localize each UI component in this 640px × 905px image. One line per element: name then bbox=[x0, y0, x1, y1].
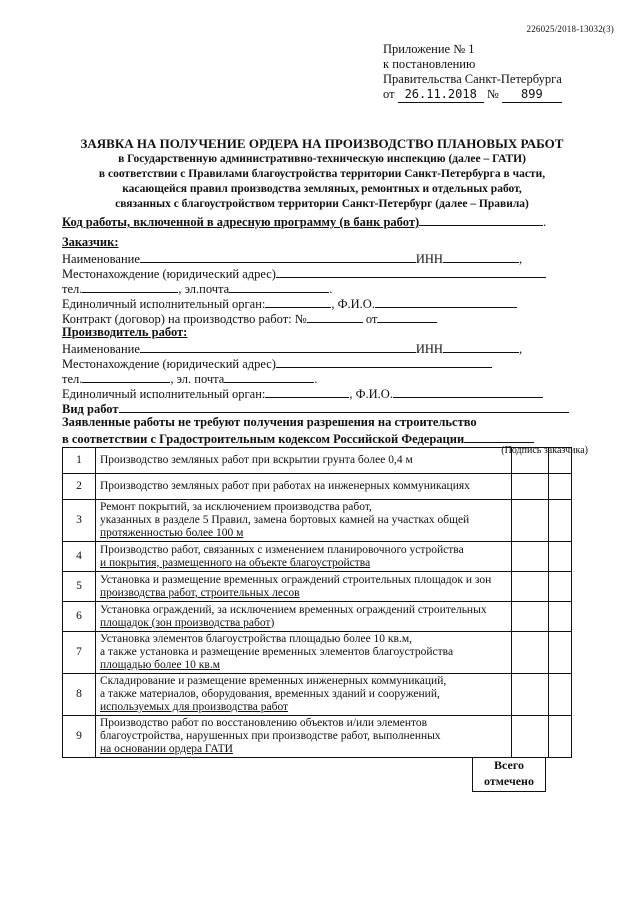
producer-inn-field[interactable] bbox=[443, 340, 519, 353]
title-sub-1: в Государственную административно-техническую инспекцию (далее – ГАТИ) bbox=[118, 153, 526, 165]
customer-fio-field[interactable] bbox=[375, 295, 517, 308]
appendix-line-1: Приложение № 1 bbox=[383, 42, 475, 56]
customer-executive-row bbox=[62, 295, 582, 310]
work-description-line: Складирование и размещение временных инженерных коммуникаций, bbox=[100, 675, 447, 687]
customer-heading: Заказчик: bbox=[62, 235, 119, 249]
row-number: 2 bbox=[63, 474, 96, 500]
work-description-line: Производство работ, связанных с изменением планировочного устройства bbox=[100, 543, 464, 556]
customer-location-field[interactable] bbox=[276, 265, 546, 278]
work-description-line: Установка элементов благоустройства площадью более 10 кв.м, bbox=[100, 633, 412, 645]
contract-from-label: от bbox=[365, 312, 378, 326]
customer-name-row bbox=[62, 250, 582, 265]
work-type-label: Вид работ bbox=[62, 402, 119, 416]
producer-email-dot: . bbox=[314, 372, 318, 386]
producer-contacts-row bbox=[62, 370, 582, 385]
statement-line-2: в соответствии с Градостроительным кодексом Российской Федерации bbox=[62, 432, 465, 446]
customer-email-dot: . bbox=[329, 282, 333, 296]
row-number: 4 bbox=[63, 542, 96, 572]
mark-box[interactable] bbox=[512, 632, 549, 674]
work-description-line: используемых для производства работ bbox=[100, 701, 289, 713]
table-row bbox=[63, 542, 572, 572]
table-row bbox=[63, 674, 572, 716]
producer-inn-comma: , bbox=[518, 342, 523, 356]
work-description-line: протяженностью более 100 м bbox=[100, 527, 244, 539]
count-box[interactable] bbox=[549, 474, 572, 500]
customer-name-field[interactable] bbox=[140, 250, 416, 263]
work-code-dot: . bbox=[543, 215, 547, 229]
title-sub-2: в соответствии с Правилами благоустройства территории Санкт-Петербурга в части, bbox=[98, 168, 546, 180]
appendix-date-line bbox=[383, 87, 613, 103]
customer-signature-field[interactable] bbox=[464, 430, 534, 443]
count-box[interactable] bbox=[549, 542, 572, 572]
producer-name-field[interactable] bbox=[140, 340, 416, 353]
table-row bbox=[63, 500, 572, 542]
producer-name-row bbox=[62, 340, 582, 355]
work-description-line: Производство земляных работ при вскрытии грунта более 0,4 м bbox=[100, 454, 413, 466]
contract-label: Контракт (договор) на производство работ: № bbox=[62, 312, 307, 326]
total-label-2: отмечено bbox=[484, 774, 534, 788]
work-description-line: Установка ограждений, за исключением временных ограждений строительных bbox=[100, 603, 487, 616]
producer-heading: Производитель работ: bbox=[62, 325, 188, 339]
document-number: 226025/2018-13032(3) bbox=[526, 24, 614, 34]
table-row bbox=[63, 572, 572, 602]
contract-number-field[interactable] bbox=[307, 310, 363, 323]
statement-line-1: Заявленные работы не требуют получения разрешения на строительство bbox=[62, 415, 477, 429]
work-description-line: а также установка и размещение временных элементов благоустройства bbox=[100, 646, 454, 658]
customer-contacts-row bbox=[62, 280, 582, 295]
customer-phone-label: тел. bbox=[62, 282, 83, 296]
date-value: 26.11.2018 bbox=[398, 87, 484, 103]
customer-location-row bbox=[62, 265, 582, 280]
producer-phone-label: тел. bbox=[62, 372, 83, 386]
total-marked-box bbox=[472, 757, 546, 792]
row-number: 7 bbox=[63, 632, 96, 674]
row-number: 5 bbox=[63, 572, 96, 602]
work-description bbox=[96, 632, 512, 674]
row-number: 3 bbox=[63, 500, 96, 542]
mark-box[interactable] bbox=[512, 716, 549, 758]
work-code-row bbox=[62, 213, 582, 228]
work-description-line: площадью более 10 кв.м bbox=[100, 659, 220, 671]
producer-location-row bbox=[62, 355, 582, 370]
producer-email-label: , эл. почта bbox=[170, 372, 225, 386]
signature-note: (Подпись заказчика) bbox=[501, 445, 588, 456]
work-code-label: Код работы, включенной в адресную программу (в банк работ) bbox=[62, 215, 420, 229]
count-box[interactable] bbox=[549, 602, 572, 632]
table-row bbox=[63, 448, 572, 474]
customer-location-label: Местонахождение (юридический адрес) bbox=[62, 267, 276, 281]
work-description-line: указанных в разделе 5 Правил, замена бортовых камней на участках общей bbox=[100, 514, 470, 526]
customer-heading-row bbox=[62, 235, 582, 250]
producer-executive-field[interactable] bbox=[265, 385, 349, 398]
table-row bbox=[63, 602, 572, 632]
number-prefix: № bbox=[486, 87, 499, 101]
producer-executive-label: Единоличный исполнительный орган: bbox=[62, 387, 266, 401]
mark-box[interactable] bbox=[512, 602, 549, 632]
title-sub-3: касающейся правил производства земляных, ремонтных и отдельных работ, bbox=[122, 183, 522, 195]
customer-executive-field[interactable] bbox=[265, 295, 331, 308]
work-description-line: Ремонт покрытий, за исключением производства работ, bbox=[100, 501, 372, 513]
number-value: 899 bbox=[502, 87, 562, 103]
work-description bbox=[96, 602, 512, 632]
producer-location-field[interactable] bbox=[276, 355, 492, 368]
mark-box[interactable] bbox=[512, 542, 549, 572]
mark-box[interactable] bbox=[512, 572, 549, 602]
work-description bbox=[96, 572, 512, 602]
work-description-line: Установка и размещение временных ограждений строительных площадок и зон bbox=[100, 573, 492, 586]
work-description-line: площадок (зон производства работ) bbox=[100, 616, 275, 629]
row-number: 1 bbox=[63, 448, 96, 474]
mark-box[interactable] bbox=[512, 674, 549, 716]
customer-email-field[interactable] bbox=[229, 280, 329, 293]
producer-fio-label: , Ф.И.О. bbox=[349, 387, 393, 401]
customer-fio-label: , Ф.И.О. bbox=[331, 297, 375, 311]
count-box[interactable] bbox=[549, 674, 572, 716]
producer-heading-row bbox=[62, 325, 582, 340]
statement-line-2-row bbox=[62, 430, 582, 445]
work-description-line: и покрытия, размещенного на объекте благоустройства bbox=[100, 556, 371, 569]
contract-date-field[interactable] bbox=[377, 310, 437, 323]
producer-fio-field[interactable] bbox=[393, 385, 543, 398]
work-description-line: а также материалов, оборудования, временных зданий и сооружений, bbox=[100, 688, 440, 700]
appendix-block bbox=[383, 42, 613, 103]
row-number: 9 bbox=[63, 716, 96, 758]
producer-name-label: Наименование bbox=[62, 342, 140, 356]
customer-email-label: , эл.почта bbox=[178, 282, 230, 296]
customer-inn-label: ИНН bbox=[415, 252, 443, 266]
count-box[interactable] bbox=[549, 632, 572, 674]
customer-inn-comma: , bbox=[518, 252, 523, 266]
table-row bbox=[63, 716, 572, 758]
customer-inn-field[interactable] bbox=[443, 250, 519, 263]
appendix-line-2: к постановлению bbox=[383, 57, 476, 71]
work-description-line: благоустройства, нарушенных при производстве работ, выполненных bbox=[100, 730, 441, 742]
producer-executive-row bbox=[62, 385, 582, 400]
appendix-line-3: Правительства Санкт-Петербурга bbox=[383, 72, 562, 86]
title-block bbox=[62, 136, 582, 212]
customer-executive-label: Единоличный исполнительный орган: bbox=[62, 297, 266, 311]
mark-box[interactable] bbox=[512, 448, 549, 474]
work-description bbox=[96, 500, 512, 542]
date-prefix: от bbox=[383, 87, 395, 101]
count-box[interactable] bbox=[549, 716, 572, 758]
mark-box[interactable] bbox=[512, 500, 549, 542]
row-number: 8 bbox=[63, 674, 96, 716]
row-number: 6 bbox=[63, 602, 96, 632]
producer-location-label: Местонахождение (юридический адрес) bbox=[62, 357, 276, 371]
work-type-field[interactable] bbox=[119, 400, 569, 413]
customer-name-label: Наименование bbox=[62, 252, 140, 266]
count-box[interactable] bbox=[549, 500, 572, 542]
table-row bbox=[63, 474, 572, 500]
work-description-line: Производство земляных работ при работах на инженерных коммуникациях bbox=[100, 480, 470, 492]
contract-row bbox=[62, 310, 582, 325]
application-form bbox=[62, 213, 588, 457]
work-description-line: на основании ордера ГАТИ bbox=[100, 743, 233, 755]
work-description bbox=[96, 448, 512, 474]
title-sub-4: связанных с благоустройством территории Санкт-Петербург (далее – Правила) bbox=[115, 198, 529, 210]
producer-inn-label: ИНН bbox=[415, 342, 443, 356]
producer-email-field[interactable] bbox=[224, 370, 314, 383]
work-description bbox=[96, 716, 512, 758]
producer-phone-field[interactable] bbox=[82, 370, 170, 383]
count-box[interactable] bbox=[549, 448, 572, 474]
work-description-line: производства работ, строительных лесов bbox=[100, 586, 300, 599]
work-description-line: Производство работ по восстановлению объектов и/или элементов bbox=[100, 717, 428, 729]
works-table bbox=[62, 447, 572, 758]
work-code-field[interactable] bbox=[419, 213, 543, 226]
table-row bbox=[63, 632, 572, 674]
work-description bbox=[96, 474, 512, 500]
work-type-row bbox=[62, 400, 582, 415]
total-label-1: Всего bbox=[494, 758, 524, 772]
work-description bbox=[96, 542, 512, 572]
page-title: ЗАЯВКА НА ПОЛУЧЕНИЕ ОРДЕРА НА ПРОИЗВОДСТВО ПЛАНОВЫХ РАБОТ bbox=[80, 136, 564, 151]
count-box[interactable] bbox=[549, 572, 572, 602]
customer-phone-field[interactable] bbox=[82, 280, 178, 293]
mark-box[interactable] bbox=[512, 474, 549, 500]
work-description bbox=[96, 674, 512, 716]
